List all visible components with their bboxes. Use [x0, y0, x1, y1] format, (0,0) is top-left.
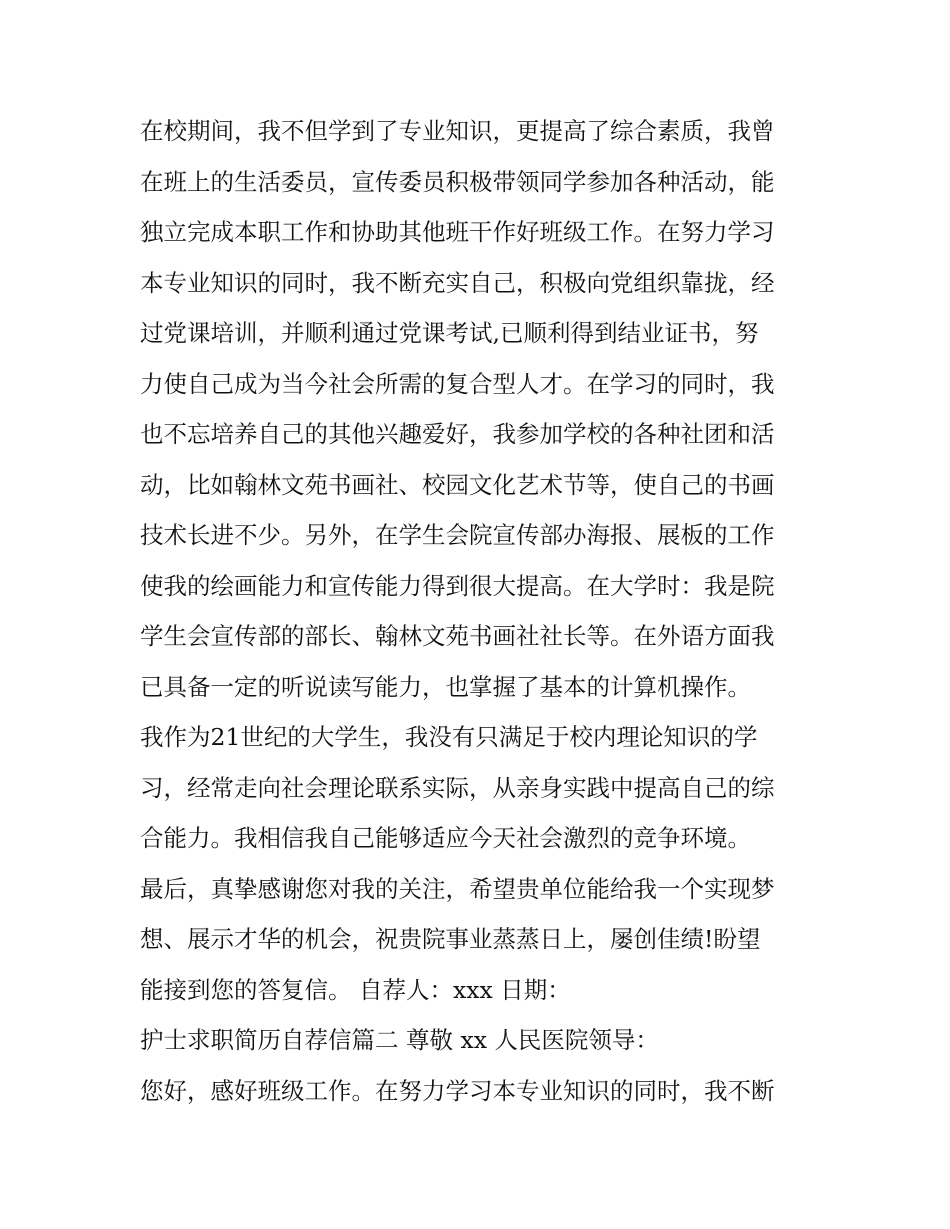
text-line: 护士求职简历自荐信篇二 尊敬 xx 人民医院领导： — [140, 1026, 659, 1054]
text-line: 在校期间，我不但学到了专业知识，更提高了综合素质，我曾 — [140, 117, 775, 145]
text-line: 已具备一定的听说读写能力，也掌握了基本的计算机操作。 — [140, 672, 751, 701]
text-line: 使我的绘画能力和宣传能力得到很大提高。在大学时：我是院 — [140, 571, 775, 600]
text-line: 过党课培训，并顺利通过党课考试,已顺利得到结业证书，努 — [140, 319, 759, 347]
text-line: 动，比如翰林文苑书画社、校园文化艺术节等，使自己的书画 — [140, 470, 775, 499]
text-line: 在班上的生活委员，宣传委员积极带领同学参加各种活动，能 — [140, 167, 775, 196]
text-line: 学生会宣传部的部长、翰林文苑书画社社长等。在外语方面我 — [140, 622, 775, 650]
text-line: 习，经常走向社会理论联系实际，从亲身实践中提高自己的综 — [140, 773, 775, 802]
text-line: 您好，感好班级工作。在努力学习本专业知识的同时，我不断 — [140, 1076, 775, 1105]
text-line: 最后，真挚感谢您对我的关注，希望贵单位能给我一个实现梦 — [140, 874, 775, 903]
text-line: 想、展示才华的机会，祝贵院事业蒸蒸日上，屡创佳绩!盼望 — [140, 925, 761, 953]
text-line: 独立完成本职工作和协助其他班干作好班级工作。在努力学习 — [140, 218, 775, 246]
text-line: 力使自己成为当今社会所需的复合型人才。在学习的同时，我 — [140, 369, 775, 398]
text-line: 本专业知识的同时，我不断充实自己，积极向党组织靠拢，经 — [140, 268, 775, 297]
text-line: 技术长进不少。另外，在学生会院宣传部办海报、展板的工作 — [140, 521, 775, 549]
text-line: 也不忘培养自己的其他兴趣爱好，我参加学校的各种社团和活 — [140, 420, 775, 448]
text-line: 能接到您的答复信。 自荐人：xxx 日期： — [140, 975, 571, 1004]
text-line: 合能力。我相信我自己能够适应今天社会激烈的竞争环境。 — [140, 824, 751, 852]
document-body — [140, 106, 820, 1116]
text-line: 我作为21世纪的大学生，我没有只满足于校内理论知识的学 — [140, 723, 758, 751]
